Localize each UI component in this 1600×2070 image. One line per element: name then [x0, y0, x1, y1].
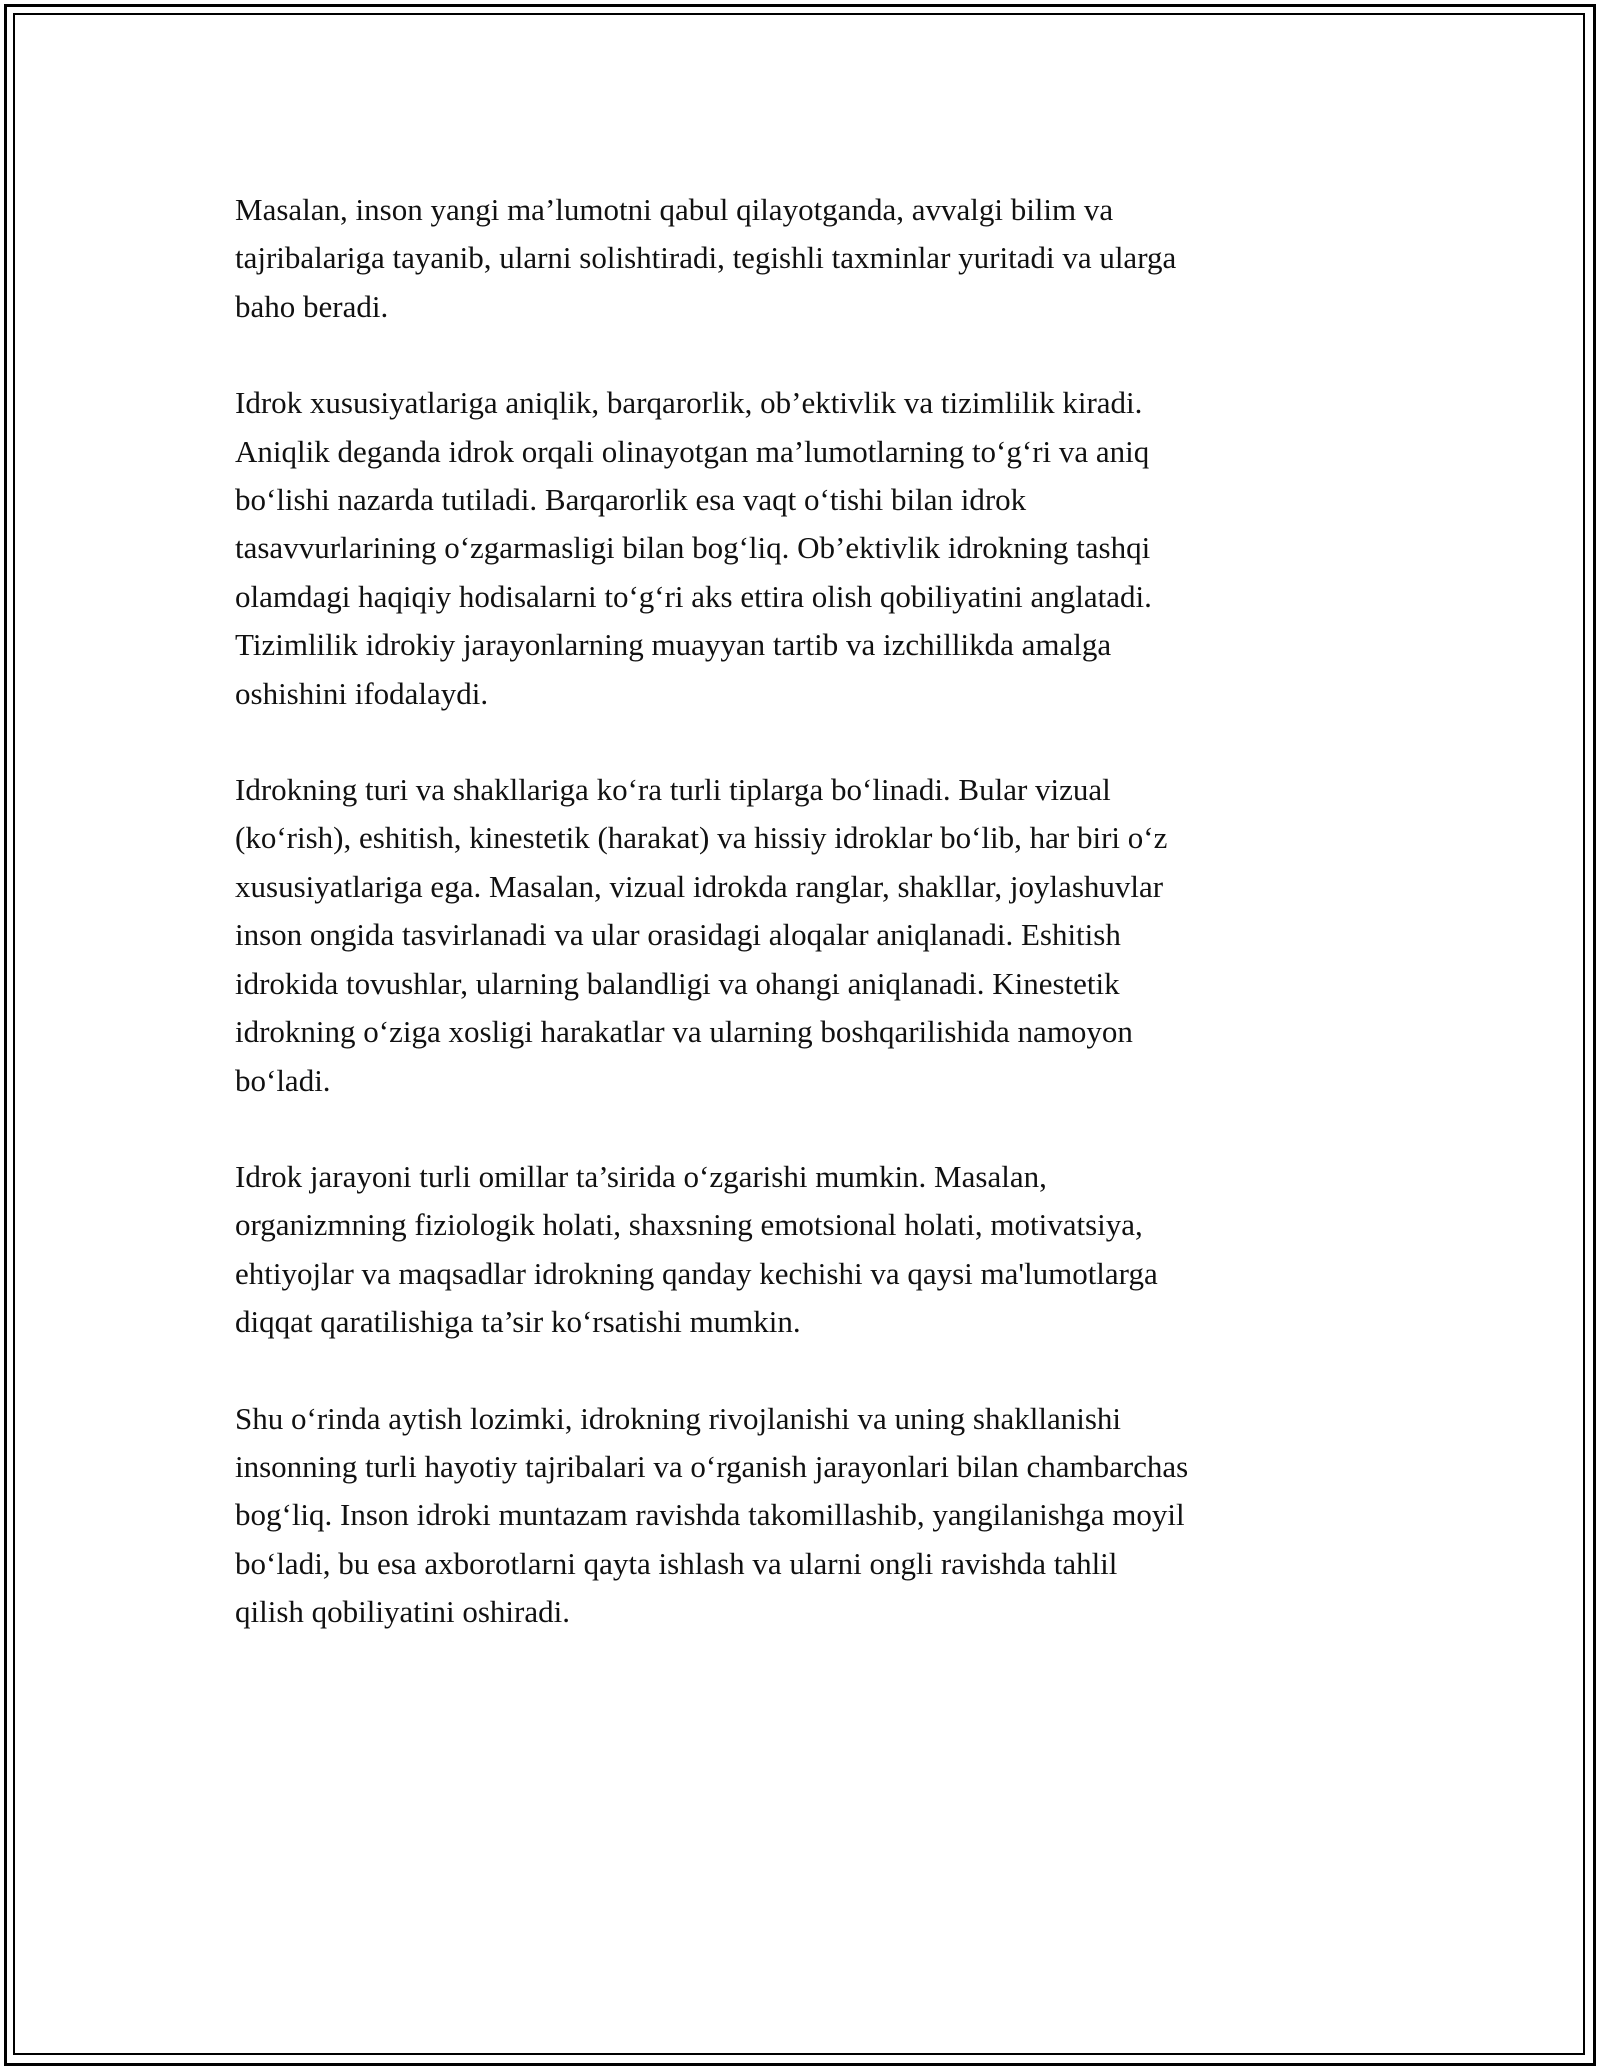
document-body [235, 186, 1395, 1685]
paragraph-5: Shu o‘rinda aytish lozimki, idrokning rivojlanishi va uning shakllanishi insonning turli hayotiy tajribalari va o‘rganish jarayonlari bilan chambarchas bog‘liq. Inson idroki muntazam ravishda takomillashib, yangilanishga moyil bo‘ladi, bu esa axborotlarni qayta ishlash va ularni ongli ravishda tahlil qilish qobiliyatini oshiradi. [235, 1400, 1189, 1630]
paragraph-1: Masalan, inson yangi ma’lumotni qabul qilayotganda, avvalgi bilim va tajribalariga tayanib, ularni solishtiradi, tegishli taxminlar yuritadi va ularga baho beradi. [235, 192, 1177, 324]
paragraph-3: Idrokning turi va shakllariga ko‘ra turli tiplarga bo‘linadi. Bular vizual (ko‘rish), eshitish, kinestetik (harakat) va hissiy idroklar bo‘lib, har biri o‘z xususiyatlariga ega. Masalan, vizual idrokda ranglar, shakllar, joylashuvlar inson ongida tasvirlanadi va ular orasidagi aloqalar aniqlanadi. Eshitish idrokida tovushlar, ularning balandligi va ohangi aniqlanadi. Kinestetik idrokning o‘ziga xosligi harakatlar va ularning boshqarilishida namoyon bo‘ladi. [235, 772, 1168, 1098]
paragraph-4: Idrok jarayoni turli omillar ta’sirida o‘zgarishi mumkin. Masalan, organizmning fiziologik holati, shaxsning emotsional holati, motivatsiya, ehtiyojlar va maqsadlar idrokning qanday kechishi va qaysi ma'lumotlarga diqqat qaratilishiga ta’sir ko‘rsatishi mumkin. [235, 1158, 1158, 1340]
paragraph-2: Idrok xususiyatlariga aniqlik, barqarorlik, ob’ektivlik va tizimlilik kiradi. Aniqlik deganda idrok orqali olinayotgan ma’lumotlarning to‘g‘ri va aniq bo‘lishi nazarda tutiladi. Barqarorlik esa vaqt o‘tishi bilan idrok tasavvurlarining o‘zgarmasligi bilan bog‘liq. Ob’ektivlik idrokning tashqi olamdagi haqiqiy hodisalarni to‘g‘ri aks ettira olish qobiliyatini anglatadi. Tizimlilik idrokiy jarayonlarning muayyan tartib va izchillikda amalga oshishini ifodalaydi. [235, 385, 1152, 711]
